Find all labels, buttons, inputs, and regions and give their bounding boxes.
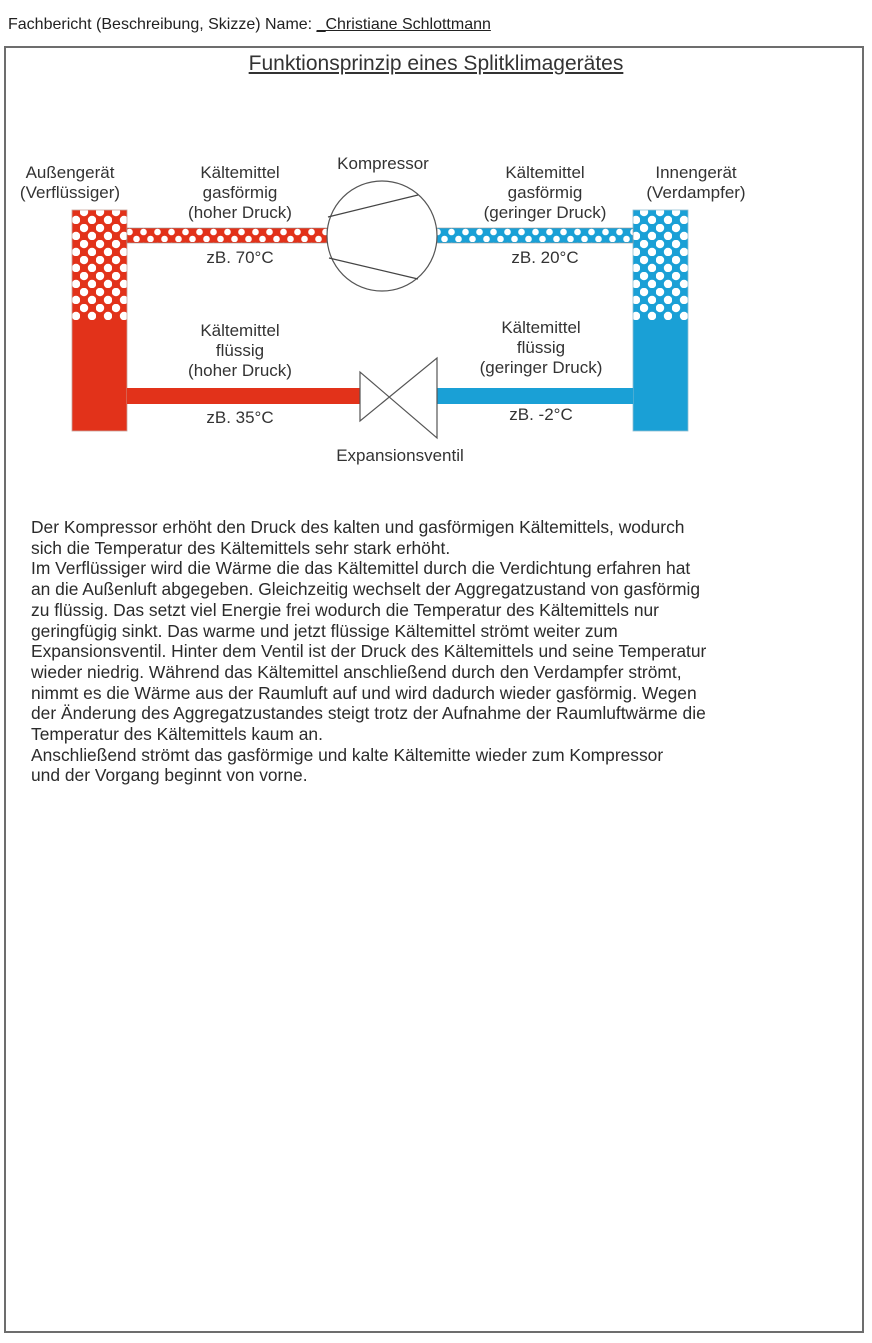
- pipe-top-right-line1: Kältemittel: [505, 163, 585, 182]
- diagram-title: Funktionsprinzip eines Splitklimagerätes: [248, 52, 624, 75]
- pipe-top-left-temp: zB. 70°C: [206, 248, 274, 267]
- indoor-unit-gas-section: [633, 210, 688, 320]
- text-line: wieder niedrig. Während das Kältemittel anschließend durch den Verdampfer strömt,: [31, 661, 682, 682]
- pipe-bottom-left-line1: Kältemittel: [200, 321, 280, 340]
- pipe-bottom-right-line2: flüssig: [516, 338, 566, 357]
- compressor-label: Kompressor: [337, 154, 429, 173]
- pipe-top-right-line2: gasförmig: [507, 183, 583, 202]
- pipe-top-right-line3: (geringer Druck): [483, 203, 607, 222]
- text-line: Temperatur des Kältemittels kaum an.: [31, 724, 323, 745]
- pipe-bottom-left-line3: (hoher Druck): [188, 361, 292, 380]
- split-ac-diagram: [0, 0, 872, 480]
- text-line: geringfügig sinkt. Das warme und jetzt flüssige Kältemittel strömt weiter zum: [31, 620, 618, 641]
- pipe-bottom-right-label: [466, 318, 616, 378]
- pipe-hot-liquid: [127, 388, 360, 404]
- pipe-hot-gas: [127, 228, 327, 243]
- text-line: sich die Temperatur des Kältemittels sehr stark erhöht.: [31, 537, 451, 558]
- pipe-bottom-left-temp: zB. 35°C: [206, 408, 274, 427]
- text-line: und der Vorgang beginnt von vorne.: [31, 765, 308, 786]
- indoor-unit-label-line1: Innengerät: [655, 163, 737, 182]
- outdoor-unit: [72, 210, 127, 431]
- pipe-bottom-right-line1: Kältemittel: [501, 318, 581, 337]
- expansion-valve-label: Expansionsventil: [336, 446, 464, 465]
- pipe-top-left-line2: gasförmig: [202, 183, 278, 202]
- indoor-unit-liquid-section: [633, 320, 688, 431]
- pipe-top-left-line1: Kältemittel: [200, 163, 280, 182]
- pipe-top-left-label: [170, 163, 310, 223]
- pipe-cold-gas: [437, 228, 633, 243]
- text-line: zu flüssig. Das setzt viel Energie frei wodurch die Temperatur des Kältemittels nur: [31, 599, 659, 620]
- pipe-bottom-right-temp: zB. -2°C: [509, 405, 573, 424]
- compressor-symbol: [327, 181, 437, 291]
- pipe-bottom-right-line3: (geringer Druck): [479, 358, 603, 377]
- pipe-top-right-temp: zB. 20°C: [511, 248, 579, 267]
- indoor-unit-label-line2: (Verdampfer): [646, 183, 746, 202]
- outdoor-unit-label: [2, 163, 138, 203]
- header-label: Fachbericht (Beschreibung, Skizze) Name:: [8, 16, 317, 33]
- text-line: Anschließend strömt das gasförmige und kalte Kältemitte wieder zum Kompressor: [31, 744, 664, 765]
- text-line: an die Außenluft abgegeben. Gleichzeitig wechselt der Aggregatzustand von gasförmig: [31, 579, 701, 600]
- text-line: der Änderung des Aggregatzustandes steigt trotz der Aufnahme der Raumluftwärme die: [31, 703, 706, 724]
- text-line: Im Verflüssiger wird die Wärme die das Kältemittel durch die Verdichtung erfahren hat: [31, 558, 691, 579]
- pipe-top-right-label: [470, 163, 620, 223]
- outdoor-unit-gas-section: [72, 210, 127, 320]
- expansion-valve-symbol: [360, 358, 437, 438]
- pipe-top-left-line3: (hoher Druck): [188, 203, 292, 222]
- outdoor-unit-label-line1: Außengerät: [25, 163, 115, 182]
- pipe-cold-liquid: [437, 388, 633, 404]
- indoor-unit: [633, 210, 688, 431]
- text-line: Der Kompressor erhöht den Druck des kalten und gasförmigen Kältemittels, wodurch: [31, 517, 685, 537]
- indoor-unit-label: [628, 163, 764, 203]
- pipe-bottom-left-label: [170, 321, 310, 381]
- outdoor-unit-label-line2: (Verflüssiger): [19, 183, 121, 202]
- description-text: [31, 517, 841, 786]
- text-line: nimmt es die Wärme aus der Raumluft auf und wird dadurch wieder gasförmig. Wegen: [31, 682, 697, 703]
- text-line: Expansionsventil. Hinter dem Ventil ist der Druck des Kältemittels und seine Temperatur: [31, 641, 707, 662]
- author-name: _Christiane Schlottmann: [316, 16, 491, 33]
- pipe-bottom-left-line2: flüssig: [215, 341, 265, 360]
- outdoor-unit-liquid-section: [72, 320, 127, 431]
